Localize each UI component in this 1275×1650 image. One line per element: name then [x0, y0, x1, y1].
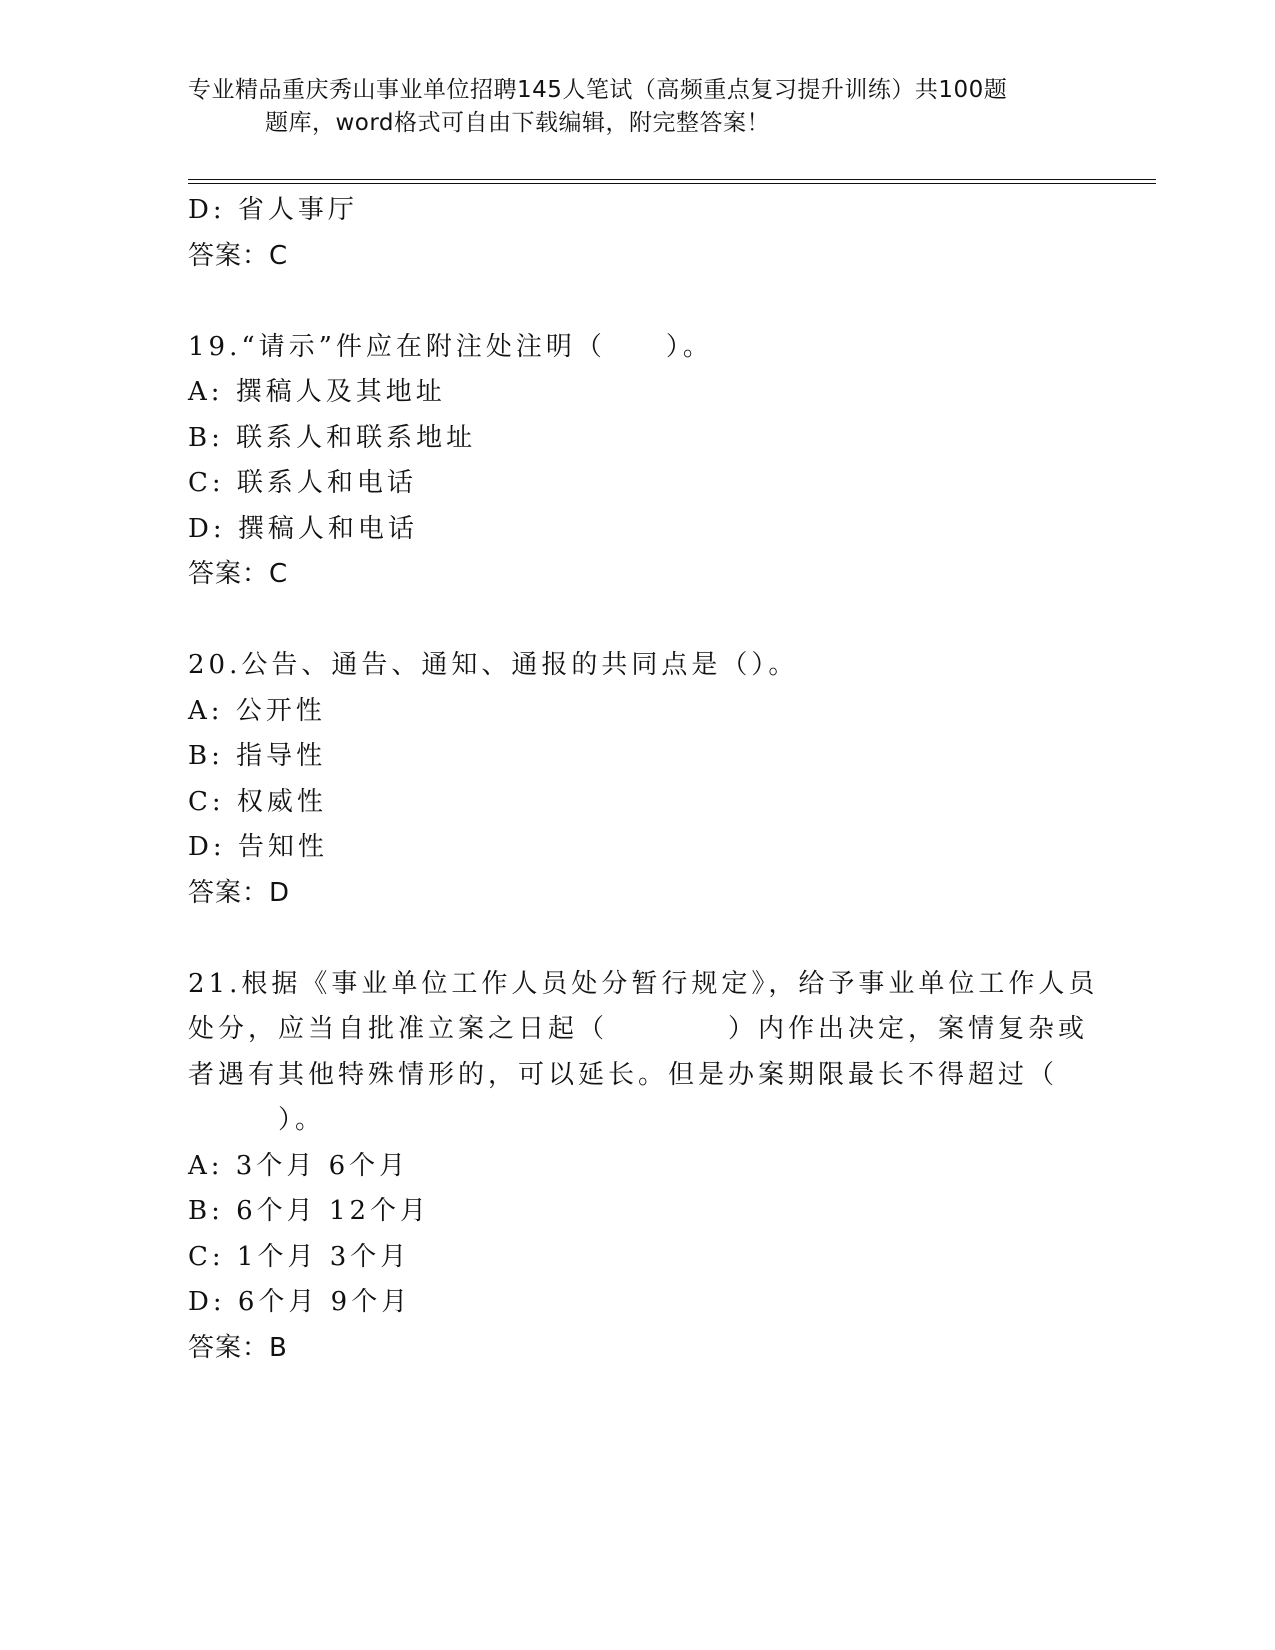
option-b: B: 6个月 12个月	[188, 1196, 431, 1226]
header-title-line-1: 专业精品重庆秀山事业单位招聘145人笔试（高频重点复习提升训练）共100题	[188, 77, 1008, 103]
option-c: C: 联系人和电话	[188, 468, 417, 498]
question-stem-line: 21.根据《事业单位工作人员处分暂行规定》，给予事业单位工作人员	[188, 968, 1099, 999]
option-d: D: 省人事厅	[188, 195, 358, 225]
option-b: B: 联系人和联系地址	[188, 422, 477, 453]
document-body	[188, 188, 1099, 1371]
option-d: D: 6个月 9个月	[188, 1287, 412, 1317]
question-stem: 20.公告、通告、通知、通报的共同点是（）。	[188, 650, 799, 680]
option-d: D: 告知性	[188, 832, 328, 862]
option-b: B: 指导性	[188, 741, 327, 771]
header-title-line-2: 题库，word格式可自由下载编辑，附完整答案！	[265, 110, 771, 136]
question-stem-line: ）。	[188, 1105, 326, 1135]
spacer	[188, 279, 1088, 325]
header-double-rule	[188, 179, 1156, 184]
answer-line: 答案：C	[188, 240, 289, 271]
spacer	[188, 598, 1088, 644]
question-20	[188, 643, 1088, 916]
option-c: C: 权威性	[188, 786, 327, 817]
option-a: A: 3个月 6个月	[188, 1150, 410, 1181]
spacer	[188, 916, 1088, 962]
question-stem-line: 处分，应当自批准立案之日起（ ）内作出决定，案情复杂或	[188, 1014, 1089, 1044]
option-a: A: 公开性	[188, 695, 326, 726]
question-stem-line: 者遇有其他特殊情形的，可以延长。但是办案期限最长不得超过（	[188, 1059, 1059, 1090]
question-21	[188, 962, 1099, 1372]
page-header	[188, 74, 1068, 140]
option-d: D: 撰稿人和电话	[188, 513, 418, 544]
answer-line: 答案：C	[188, 559, 289, 589]
option-c: C: 1个月 3个月	[188, 1241, 411, 1272]
answer-line: 答案：D	[188, 877, 291, 908]
option-a: A: 撰稿人及其地址	[188, 377, 446, 407]
answer-line: 答案：B	[188, 1332, 288, 1363]
question-stem: 19.“请示”件应在附注处注明（ ）。	[188, 331, 713, 362]
question-19	[188, 325, 1088, 598]
